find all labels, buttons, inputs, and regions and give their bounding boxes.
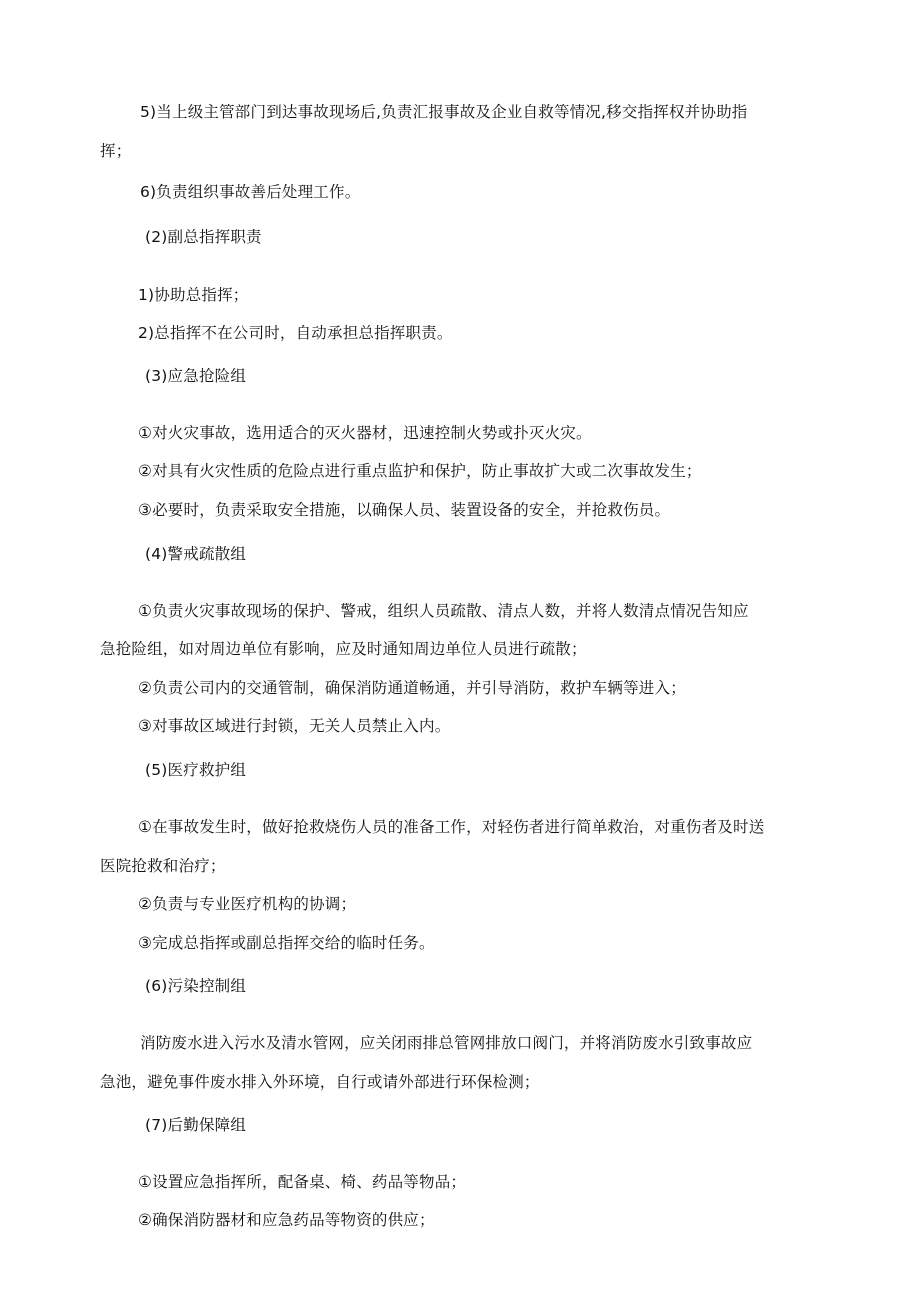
text-line-18: 急池，避免事件废水排入外环境，自行或请外部进行环保检测； xyxy=(100,1073,540,1091)
text-line-20: ②确保消防器材和应急药品等物资的供应； xyxy=(138,1211,435,1229)
text-line-16: ③完成总指挥或副总指挥交给的临时任务。 xyxy=(138,934,435,952)
section-heading-6: (6)污染控制组 xyxy=(145,977,247,995)
text-line-11: ②负责公司内的交通管制，确保消防通道畅通，并引导消防，救护车辆等进入； xyxy=(138,679,686,697)
section-heading-4: (4)警戒疏散组 xyxy=(145,545,247,563)
text-line-4: 1)协助总指挥； xyxy=(138,286,249,304)
text-line-17: 消防废水进入污水及清水管网，应关闭雨排总管网排放口阀门，并将消防废水引致事故应 xyxy=(140,1034,753,1052)
text-line-3: 6)负责组织事故善后处理工作。 xyxy=(140,183,361,201)
text-line-15: ②负责与专业医疗机构的协调； xyxy=(138,895,357,913)
text-line-1: 5)当上级主管部门到达事故现场后,负责汇报事故及企业自救等情况,移交指挥权并协助指 xyxy=(140,103,748,121)
section-heading-5: (5)医疗救护组 xyxy=(145,761,247,779)
text-line-19: ①设置应急指挥所，配备桌、椅、药品等物品； xyxy=(138,1173,467,1191)
text-line-12: ③对事故区域进行封锁，无关人员禁止入内。 xyxy=(138,717,451,735)
text-line-10: 急抢险组，如对周边单位有影响，应及时通知周边单位人员进行疏散； xyxy=(100,640,587,658)
section-heading-3: (3)应急抢险组 xyxy=(145,367,247,385)
text-line-2: 挥； xyxy=(100,142,132,160)
text-line-6: ①对火灾事故，选用适合的灭火器材，迅速控制火势或扑灭火灾。 xyxy=(138,424,592,442)
text-line-7: ②对具有火灾性质的危险点进行重点监护和保护，防止事故扩大或二次事故发生； xyxy=(138,462,702,480)
section-heading-7: (7)后勤保障组 xyxy=(145,1116,247,1134)
text-line-8: ③必要时，负责采取安全措施，以确保人员、装置设备的安全，并抢救伤员。 xyxy=(138,501,671,519)
text-line-9: ①负责火灾事故现场的保护、警戒，组织人员疏散、清点人数，并将人数清点情况告知应 xyxy=(138,602,749,620)
text-line-14: 医院抢救和治疗； xyxy=(100,857,226,875)
section-heading-2: (2)副总指挥职责 xyxy=(145,228,262,246)
text-line-5: 2)总指挥不在公司时，自动承担总指挥职责。 xyxy=(138,324,453,342)
text-line-13: ①在事故发生时，做好抢救烧伤人员的准备工作，对轻伤者进行简单救治，对重伤者及时送 xyxy=(138,818,765,836)
